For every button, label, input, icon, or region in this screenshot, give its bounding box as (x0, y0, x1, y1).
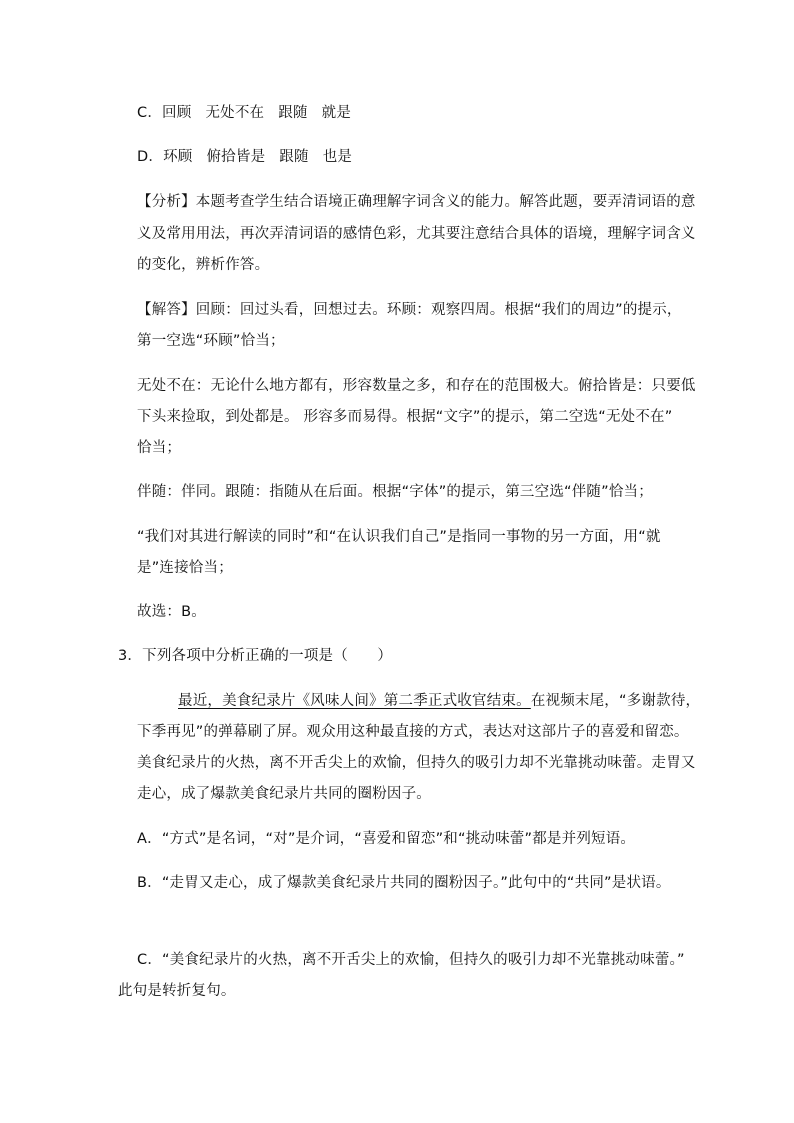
q3-option-c-continued: 此句是转折复句。 (118, 983, 236, 999)
option-d-word-1: 环顾 (163, 149, 193, 165)
option-c-word-4: 就是 (321, 105, 352, 121)
passage-line: 美食纪录片的火热，离不开舌尖上的欢愉，但持久的吸引力却不光靠挑动味蕾。走胃又 (137, 755, 696, 771)
analysis-line: 义及常用用法，再次弄清词语的感情色彩，尤其要注意结合具体的语境，理解字词含义 (137, 226, 696, 242)
option-d-word-4: 也是 (322, 149, 353, 165)
q3-option-a: A．“方式”是名词，“对”是介词，“喜爱和留恋”和“挑动味蕾”都是并列短语。 (137, 831, 636, 847)
option-c-word-3: 跟随 (278, 105, 308, 121)
answer-line: 第一空选“环顾”恰当； (137, 333, 285, 349)
option-c (137, 103, 351, 123)
answer-line: 无处不在：无论什么地方都有，形容数量之多，和存在的范围极大。俯拾皆是：只要低 (137, 378, 696, 394)
q3-option-c: C．“美食纪录片的火热，离不开舌尖上的欢愉，但持久的吸引力却不光靠挑动味蕾。” (137, 952, 685, 968)
answer-line: 是”连接恰当； (137, 560, 233, 576)
analysis-line: 【分析】本题考查学生结合语境正确理解字词含义的能力。解答此题，要弄清词语的意 (137, 194, 696, 210)
option-c-word-2: 无处不在 (205, 105, 265, 121)
answer-line: 伴随：伴同。跟随：指随从在后面。根据“字体”的提示，第三空选“伴随”恰当； (137, 484, 653, 500)
passage-line (178, 691, 700, 711)
answer-line: “我们对其进行解读的同时”和“在认识我们自己”是指同一事物的另一方面，用“就 (137, 529, 661, 545)
passage-first-rest: 在视频末尾，“多谢款待， (530, 693, 701, 709)
passage-line: 下季再见”的弹幕刷了屏。观众用这种最直接的方式，表达对这部片子的喜爱和留恋。 (137, 724, 689, 740)
passage-underlined-sentence: 最近，美食纪录片《风味人间》第二季正式收官结束。 (178, 693, 531, 709)
option-d-word-2: 俯拾皆是 (206, 149, 266, 165)
option-d (137, 147, 352, 167)
question-3-stem: 3．下列各项中分析正确的一项是（ ） (118, 648, 393, 664)
q3-option-b: B．“走胃又走心，成了爆款美食纪录片共同的圈粉因子。”此句中的“共同”是状语。 (137, 875, 671, 891)
option-c-label: C． (137, 105, 163, 121)
option-d-word-3: 跟随 (279, 149, 309, 165)
answer-line: 恰当； (137, 440, 182, 456)
analysis-line: 的变化，辨析作答。 (137, 257, 270, 273)
answer-line: 【解答】回顾：回过头看，回想过去。环顾：观察四周。根据“我们的周边”的提示， (137, 302, 682, 318)
option-d-label: D． (137, 149, 164, 165)
passage-line: 走心，成了爆款美食纪录片共同的圈粉因子。 (137, 786, 431, 802)
answer-line: 下头来捡取，到处都是。 形容多而易得。根据“文字”的提示，第二空选“无处不在” (137, 409, 673, 425)
answer-result: 故选：B。 (137, 604, 206, 620)
option-c-word-1: 回顾 (162, 105, 192, 121)
